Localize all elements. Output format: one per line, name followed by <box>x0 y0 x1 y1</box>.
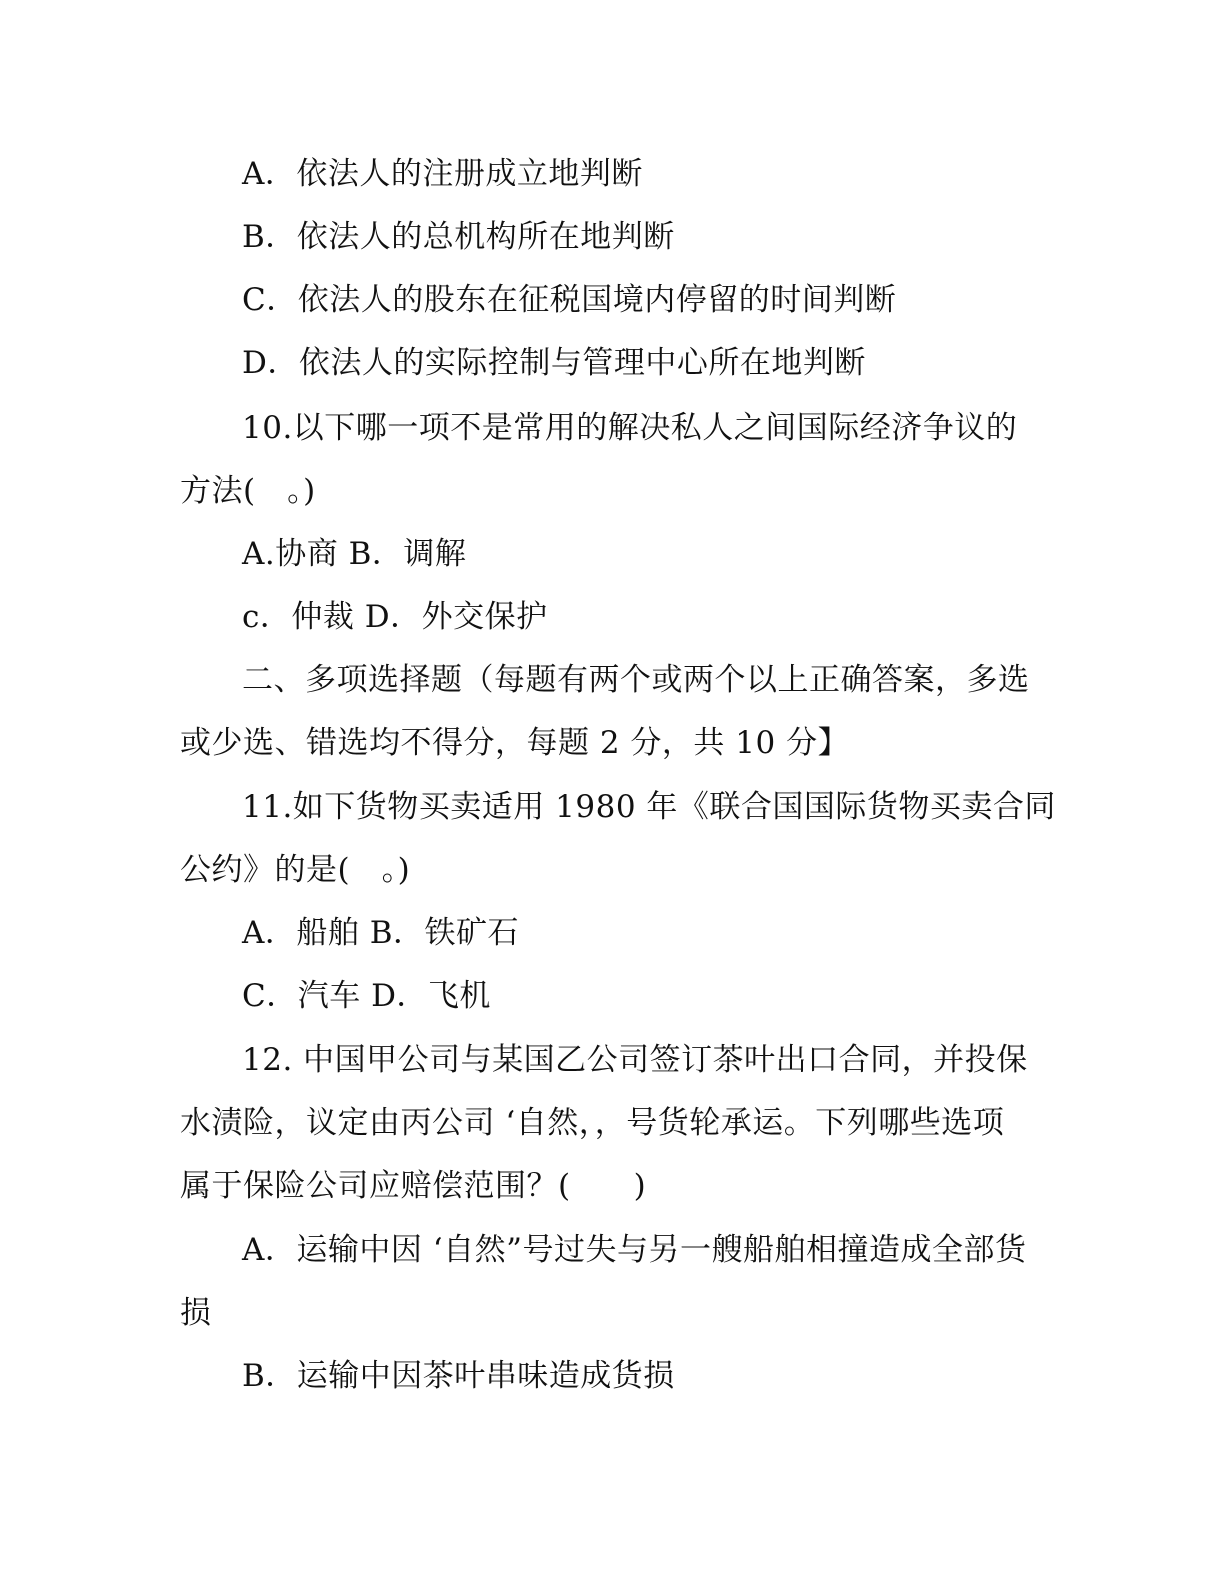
option-12-b: B．运输中因茶叶串味造成货损 <box>242 1358 675 1394</box>
option-9-c: C．依法人的股东在征税国境内停留的时间判断 <box>242 282 897 318</box>
options-10-cd: c．仲裁 D．外交保护 <box>242 599 548 635</box>
question-12-line-3: 属于保险公司应赔偿范围？( ) <box>180 1168 647 1204</box>
option-9-d: D．依法人的实际控制与管理中心所在地判断 <box>242 345 866 381</box>
options-10-ab: A.协商 B．调解 <box>242 536 467 572</box>
section-heading-line-1: 二、多项选择题（每题有两个或两个以上正确答案，多选 <box>242 662 1030 698</box>
question-10-line-2: 方法( 。) <box>180 473 316 509</box>
section-heading-line-2: 或少选、错选均不得分，每题 2 分，共 10 分】 <box>180 725 850 761</box>
option-9-b: B．依法人的总机构所在地判断 <box>242 219 675 255</box>
option-12-a-line-2: 损 <box>180 1295 212 1331</box>
question-12-line-1: 12. 中国甲公司与某国乙公司签订茶叶出口合同，并投保 <box>242 1042 1028 1078</box>
option-12-a-line-1: A．运输中因 ‘自然”号过失与另一艘船舶相撞造成全部货 <box>242 1232 1027 1268</box>
options-11-ab: A．船舶 B．铁矿石 <box>242 915 520 951</box>
options-11-cd: C．汽车 D．飞机 <box>242 978 491 1014</box>
option-9-a: A．依法人的注册成立地判断 <box>242 156 643 192</box>
question-11-line-2: 公约》的是( 。) <box>180 852 411 888</box>
question-12-line-2: 水渍险，议定由丙公司 ‘自然，，号货轮承运。下列哪些选项 <box>180 1105 1005 1141</box>
question-11-line-1: 11.如下货物买卖适用 1980 年《联合国国际货物买卖合同 <box>242 789 1056 825</box>
question-10-line-1: 10.以下哪一项不是常用的解决私人之间国际经济争议的 <box>242 410 1018 446</box>
